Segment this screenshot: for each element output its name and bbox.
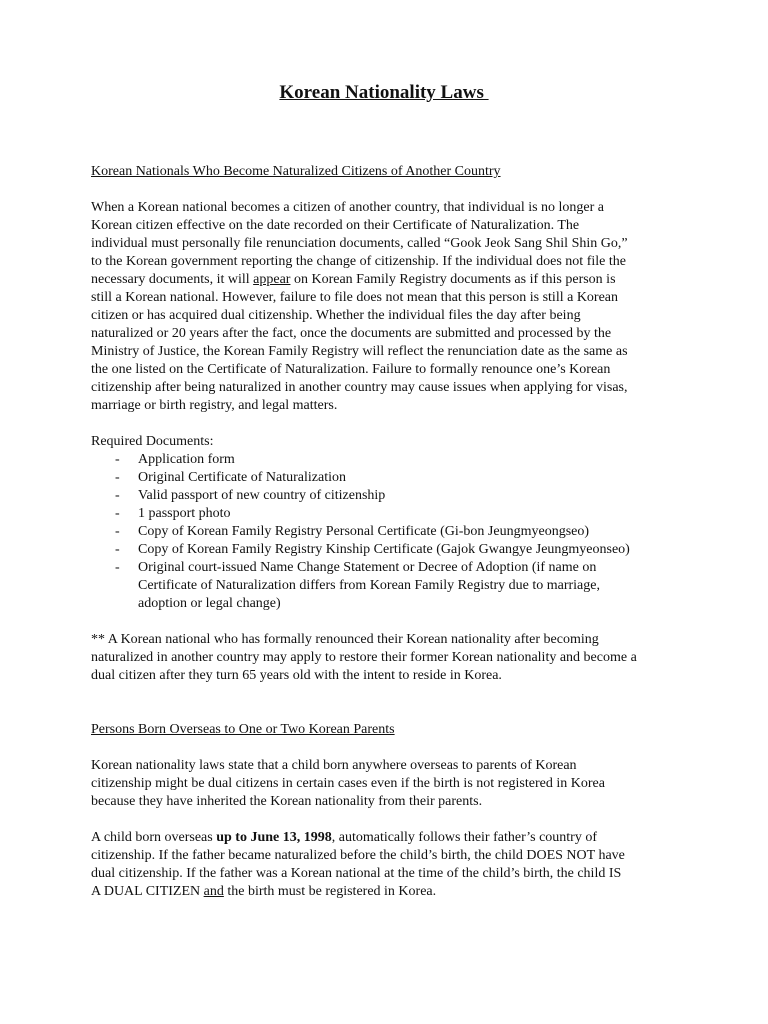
text-line: citizen or has acquired dual citizenship. Whether the individual files the day after being [91,308,581,323]
underlined-word-and: and [203,884,224,899]
text-fragment: A child born overseas [91,830,217,845]
bold-date: up to June 13, 1998 [216,830,332,845]
list-item-text: 1 passport photo [138,506,231,521]
text-line: naturalized in another country may apply to restore their former Korean nationality and become a [91,650,637,665]
list-item [91,541,691,559]
text-line: the one listed on the Certificate of Naturalization. Failure to formally renounce one’s Korean [91,362,611,377]
list-item-text: Certificate of Naturalization differs from Korean Family Registry due to marriage, [138,578,600,593]
text-fragment: the birth must be registered in Korea. [223,884,437,899]
text-line [91,830,597,845]
underlined-word-appear: appear [253,272,291,287]
text-line: marriage or birth registry, and legal matters. [91,398,338,413]
list-item [91,505,691,523]
list-item-text: Valid passport of new country of citizenship [138,488,386,503]
paragraph-renunciation [91,199,691,415]
list-item-text: Copy of Korean Family Registry Kinship Certificate (Gajok Gwangye Jeungmyeonseo) [138,542,630,557]
text-line: dual citizenship. If the father was a Korean national at the time of the child’s birth, the child IS [91,866,622,881]
restoration-note [91,631,691,685]
list-item [91,487,691,505]
text-line: When a Korean national becomes a citizen of another country, that individual is no longer a [91,200,605,215]
text-line: Korean citizen effective on the date recorded on their Certificate of Naturalization. The [91,218,580,233]
text-line: to the Korean government reporting the change of citizenship. If the individual does not file the [91,254,626,269]
text-line [91,884,436,899]
text-line: citizenship. If the father became naturalized before the child’s birth, the child DOES NOT have [91,848,625,863]
document-body [91,163,691,901]
text-fragment: , automatically follows their father’s country of [331,830,598,845]
list-item-text: Original Certificate of Naturalization [138,470,346,485]
list-dash: - [115,452,120,467]
list-dash: - [115,542,120,557]
page-title: Korean Nationality Laws [279,82,489,103]
section-heading-naturalized: Korean Nationals Who Become Naturalized Citizens of Another Country [91,164,501,179]
list-dash: - [115,560,120,575]
text-line: naturalized or 20 years after the fact, once the documents are submitted and processed by the [91,326,612,341]
list-dash: - [115,524,120,539]
text-fragment: on Korean Family Registry documents as if this person is [290,272,616,287]
list-item-text: adoption or legal change) [138,596,281,611]
paragraph-inherited-nationality [91,757,691,811]
list-dash: - [115,506,120,521]
text-line: still a Korean national. However, failure to file does not mean that this person is still a Korean [91,290,619,305]
list-item-text: Copy of Korean Family Registry Personal Certificate (Gi-bon Jeungmyeongseo) [138,524,590,539]
list-item-text: Application form [138,452,235,467]
text-line: dual citizen after they turn 65 years old with the intent to reside in Korea. [91,668,502,683]
list-dash: - [115,488,120,503]
list-item [91,469,691,487]
list-item [91,523,691,541]
text-line: individual must personally file renunciation documents, called “Gook Jeok Sang Shil Shin Go,” [91,236,628,251]
text-fragment: necessary documents, it will [91,272,254,287]
list-dash: - [115,470,120,485]
list-item [91,451,691,469]
text-line: Korean nationality laws state that a child born anywhere overseas to parents of Korean [91,758,577,773]
required-documents-list [91,451,691,613]
text-line: Ministry of Justice, the Korean Family Registry will reflect the renunciation date as the same as [91,344,628,359]
required-documents-heading: Required Documents: [91,434,214,449]
text-line: citizenship after being naturalized in another country may cause issues when applying for visas, [91,380,628,395]
paragraph-before-1998 [91,829,691,901]
text-line: because they have inherited the Korean nationality from their parents. [91,794,483,809]
text-line [91,272,616,287]
list-item [91,559,691,613]
list-item-text: Original court-issued Name Change Statement or Decree of Adoption (if name on [138,560,597,575]
section-heading-born-overseas: Persons Born Overseas to One or Two Korean Parents [91,722,395,737]
text-line: citizenship might be dual citizens in certain cases even if the birth is not registered in Korea [91,776,605,791]
text-fragment: A DUAL CITIZEN [91,884,204,899]
text-line: ** A Korean national who has formally renounced their Korean nationality after becoming [91,632,599,647]
